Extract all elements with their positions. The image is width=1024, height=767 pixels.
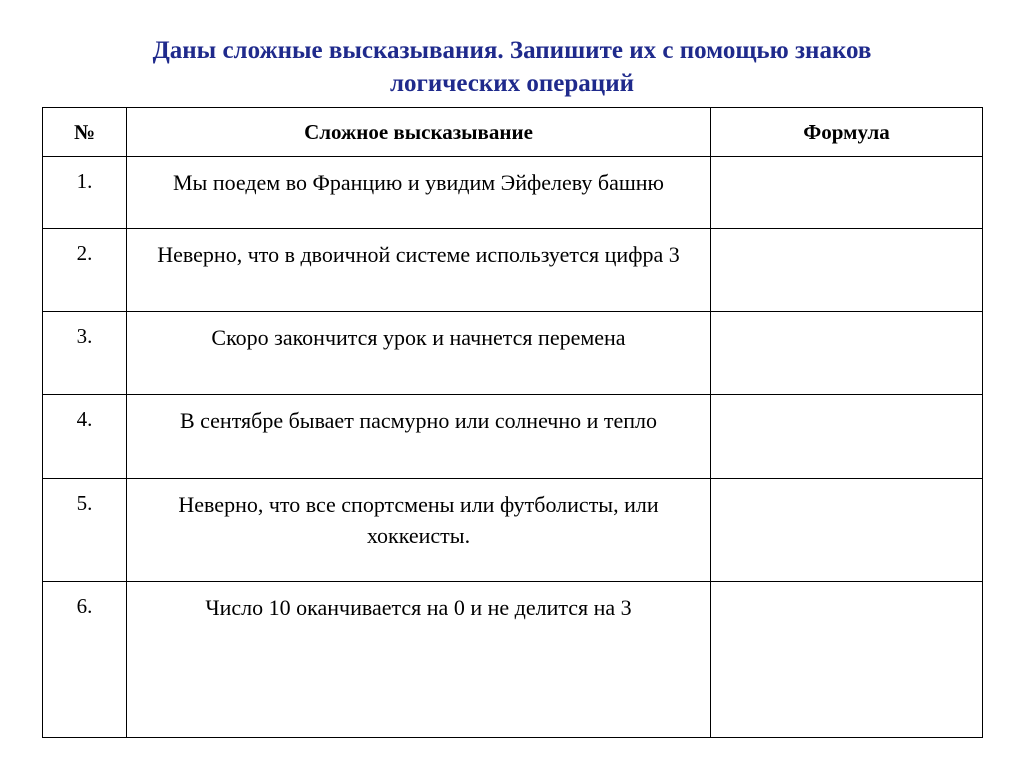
- row-number: 2.: [43, 229, 127, 312]
- row-formula-cell[interactable]: [711, 479, 983, 582]
- row-formula-cell[interactable]: [711, 157, 983, 229]
- table-row: [43, 312, 983, 395]
- header-number: №: [43, 108, 127, 157]
- title-line-1: Даны сложные высказывания. Запишите их с помощью знаков: [152, 37, 872, 64]
- table-row: [43, 479, 983, 582]
- row-statement: В сентябре бывает пасмурно или солнечно и тепло: [127, 395, 711, 479]
- statements-table: [42, 107, 983, 738]
- table-row: [43, 157, 983, 229]
- row-formula-cell[interactable]: [711, 229, 983, 312]
- row-formula-cell[interactable]: [711, 312, 983, 395]
- row-formula-cell[interactable]: [711, 582, 983, 738]
- row-number: 3.: [43, 312, 127, 395]
- row-statement: Число 10 оканчивается на 0 и не делится на 3: [127, 582, 711, 738]
- row-number: 5.: [43, 479, 127, 582]
- title-line-2: логических операций: [389, 70, 635, 97]
- row-statement: Неверно, что все спортсмены или футболисты, или хоккеисты.: [127, 479, 711, 582]
- table-header-row: [43, 108, 983, 157]
- table-row: [43, 395, 983, 479]
- table-row: [43, 582, 983, 738]
- row-number: 4.: [43, 395, 127, 479]
- table-row: [43, 229, 983, 312]
- row-statement: Скоро закончится урок и начнется перемена: [127, 312, 711, 395]
- row-number: 1.: [43, 157, 127, 229]
- row-formula-cell[interactable]: [711, 395, 983, 479]
- header-formula: Формула: [711, 108, 983, 157]
- row-statement: Мы поедем во Францию и увидим Эйфелеву башню: [127, 157, 711, 229]
- header-statement: Сложное высказывание: [127, 108, 711, 157]
- page-title: [40, 34, 984, 100]
- row-number: 6.: [43, 582, 127, 738]
- row-statement: Неверно, что в двоичной системе используется цифра 3: [127, 229, 711, 312]
